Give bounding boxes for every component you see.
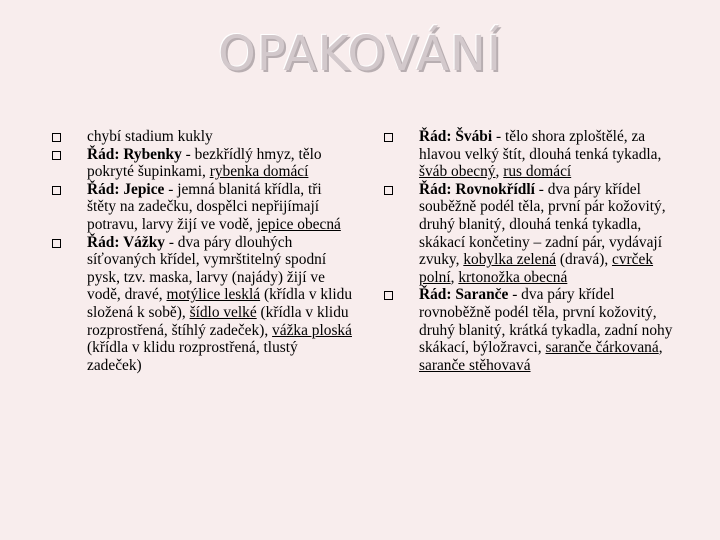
- item-text: (křídla v klidu rozprostřená, tlustý zadeček): [87, 339, 298, 374]
- list-item: [384, 181, 684, 287]
- right-column: [384, 128, 684, 374]
- order-name: Řád: Jepice: [87, 180, 165, 198]
- left-bullet-list: [52, 128, 352, 374]
- species-link[interactable]: šváb obecný: [419, 163, 496, 181]
- bullet-square-icon: [52, 186, 61, 195]
- species-link[interactable]: jepice obecná: [256, 215, 341, 233]
- species-link[interactable]: krtonožka obecná: [458, 268, 568, 286]
- bullet-square-icon: [52, 151, 61, 160]
- species-link[interactable]: saranče čárkovaná: [545, 339, 659, 357]
- species-link[interactable]: cvrček polní: [419, 251, 654, 286]
- item-text: - jemná blanitá křídla, tři štěty na zadečku, dospělci nepřijímají potravu, larvy žijí ve vodě,: [87, 180, 322, 233]
- list-item: [52, 128, 352, 146]
- list-item: [384, 286, 684, 374]
- item-text: - dva páry křídel rovnoběžně podél těla, první kožovitý, druhý blanitý, krátká tykadla, zadní nohy skákací, býložravci,: [419, 286, 673, 357]
- species-link[interactable]: rus domácí: [503, 163, 572, 181]
- item-text: - dva páry křídel souběžně podél těla, první pár kožovitý, druhý blanitý, dlouhá tenká tykadla, skákací končetiny – zadní pár, vydávají zvuky,: [419, 180, 666, 269]
- item-text: - dva páry dlouhých síťovaných křídel, vymrštitelný spodní pysk, tzv. maska, larvy (najády) žijí ve vodě, dravé,: [87, 233, 327, 304]
- left-column: [52, 128, 352, 374]
- item-text: ,: [450, 268, 459, 286]
- item-text: chybí stadium kukly: [87, 128, 213, 145]
- order-name: Řád: Vážky: [87, 233, 165, 251]
- bullet-square-icon: [52, 239, 61, 248]
- item-text: ,: [658, 339, 663, 357]
- species-link[interactable]: saranče stěhovavá: [419, 356, 531, 374]
- item-text: (křídla v klidu rozprostřená, štíhlý zadeček),: [87, 303, 349, 339]
- species-link[interactable]: motýlice lesklá: [166, 286, 261, 304]
- order-name: Řád: Švábi: [419, 128, 493, 145]
- order-name: Řád: Saranče: [419, 286, 509, 304]
- item-text: ,: [495, 163, 504, 181]
- list-item: [384, 128, 684, 181]
- right-bullet-list: [384, 128, 684, 374]
- species-link[interactable]: rybenka domácí: [209, 163, 309, 181]
- bullet-square-icon: [384, 133, 393, 142]
- species-link[interactable]: kobylka zelená: [463, 251, 557, 269]
- order-name: Řád: Rovnokřídlí: [419, 180, 535, 198]
- list-item: [52, 146, 352, 181]
- item-text: (dravá),: [556, 251, 613, 269]
- order-name: Řád: Rybenky: [87, 145, 182, 163]
- species-link[interactable]: vážka ploská: [272, 321, 352, 339]
- bullet-square-icon: [384, 186, 393, 195]
- species-link[interactable]: šídlo velké: [189, 303, 257, 321]
- list-item: [52, 234, 352, 375]
- list-item: [52, 181, 352, 234]
- slide-title: OPAKOVÁNÍ: [218, 26, 502, 82]
- item-text: (křídla v klidu složená k sobě),: [87, 286, 353, 321]
- bullet-square-icon: [52, 133, 61, 142]
- item-text: - tělo shora zploštělé, za hlavou velký štít, dlouhá tenká tykadla,: [419, 128, 662, 163]
- item-text: - bezkřídlý hmyz, tělo pokryté šupinkami,: [87, 145, 322, 181]
- bullet-square-icon: [384, 291, 393, 300]
